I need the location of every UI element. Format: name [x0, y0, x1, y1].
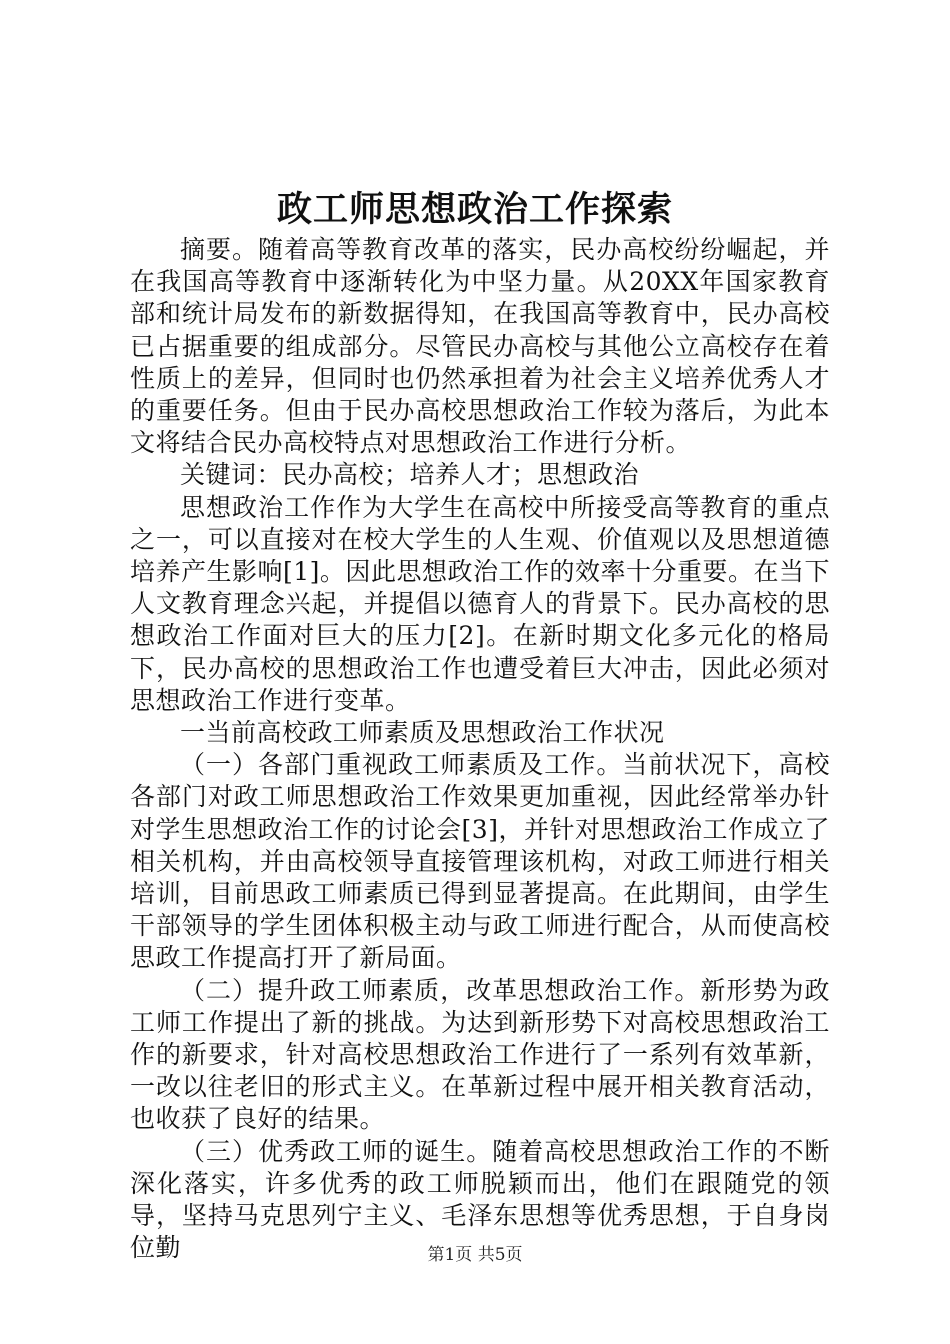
intro-paragraph: 思想政治工作作为大学生在高校中所接受高等教育的重点之一，可以直接对在校大学生的人生观、价值观以及思想道德培养产生影响[1]。因此思想政治工作的效率十分重要。在当下人文教育理念兴起，并提倡以德育人的背景下。民办高校的思想政治工作面对巨大的压力[2]。在新时期文化多元化的格局下，民办高校的思想政治工作也遭受着巨大冲击，因此必须对思想政治工作进行变革。 — [130, 492, 830, 715]
subsection-paragraph-1: （一）各部门重视政工师素质及工作。当前状况下，高校各部门对政工师思想政治工作效果更加重视，因此经常举办针对学生思想政治工作的讨论会[3]，并针对思想政治工作成立了相关机构，并由高校领导直接管理该机构，对政工师进行相关培训，目前思政工师素质已得到显著提高。在此期间，由学生干部领导的学生团体积极主动与政工师进行配合，从而使高校思政工作提高打开了新局面。 — [130, 750, 830, 973]
abstract-paragraph: 摘要。随着高等教育改革的落实，民办高校纷纷崛起，并在我国高等教育中逐渐转化为中坚力量。从20XX年国家教育部和统计局发布的新数据得知，在我国高等教育中，民办高校已占据重要的组成部分。尽管民办高校与其他公立高校存在着性质上的差异，但同时也仍然承担着为社会主义培养优秀人才的重要任务。但由于民办高校思想政治工作较为落后，为此本文将结合民办高校特点对思想政治工作进行分析。 — [130, 235, 830, 458]
keywords-paragraph: 关键词：民办高校；培养人才；思想政治 — [180, 460, 640, 490]
page-footer: 第1页 共5页 — [427, 1245, 523, 1265]
subsection-paragraph-3: （三）优秀政工师的诞生。随着高校思想政治工作的不断深化落实，许多优秀的政工师脱颖而出，他们在跟随党的领导，坚持马克思列宁主义、毛泽东思想等优秀思想，于自身岗位勤 — [130, 1136, 830, 1263]
subsection-paragraph-2: （二）提升政工师素质，改革思想政治工作。新形势为政工师工作提出了新的挑战。为达到新形势下对高校思想政治工作的新要求，针对高校思想政治工作进行了一系列有效革新，一改以往老旧的形式主义。在革新过程中展开相关教育活动，也收获了良好的结果。 — [130, 975, 830, 1134]
document-body — [130, 234, 830, 1265]
section-heading: 一当前高校政工师素质及思想政治工作状况 — [180, 718, 665, 748]
document-title: 政工师思想政治工作探索 — [276, 189, 673, 230]
